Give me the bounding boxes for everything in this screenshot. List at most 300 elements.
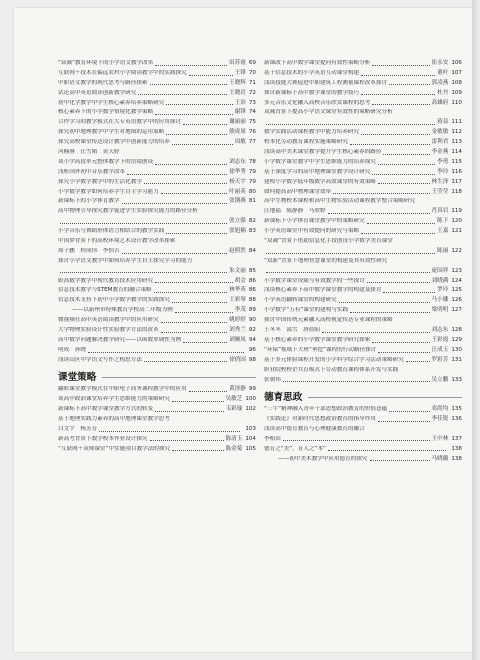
toc-entry[interactable] [264, 70, 462, 77]
toc-entry[interactable] [58, 129, 256, 136]
toc-entry[interactable] [264, 278, 462, 285]
toc-entry-title: 信息技术教学与STEM教育的融合策略 [58, 287, 152, 294]
toc-entry[interactable] [264, 307, 462, 314]
toc-entry[interactable] [264, 179, 462, 186]
toc-entry-author: 徐华秀 [229, 168, 246, 175]
toc-entry-line [58, 139, 256, 146]
dot-leader [339, 302, 430, 303]
toc-entry-title: 浅谈技能大赛促进中职建筑工程测量课程改革探讨 [264, 79, 388, 86]
dot-leader [155, 65, 227, 66]
toc-entry-line [264, 218, 462, 225]
toc-entry-author: 林华英 [229, 287, 246, 294]
toc-entry-author: 马小娜 [431, 297, 449, 304]
toc-entry[interactable] [58, 139, 256, 146]
dot-leader [406, 361, 430, 362]
toc-entry[interactable] [58, 278, 256, 285]
toc-entry-title: 德育之“美”，育人之“本” [264, 445, 326, 452]
toc-entry-author: 吴立鹏 [431, 376, 449, 383]
toc-entry-line [264, 228, 462, 235]
toc-entry[interactable] [58, 386, 256, 393]
toc-entry[interactable] [264, 446, 462, 453]
toc-entry-title: 初中化学教学中学生核心素养培养策略研究 [58, 99, 165, 106]
toc-entry-line [264, 90, 462, 97]
toc-entry[interactable] [264, 109, 462, 116]
toc-entry-line [264, 119, 462, 126]
toc-entry-line [264, 268, 462, 275]
toc-entry-title: 小学数学课堂教学中学生思维能力的培养探究 [264, 158, 376, 165]
dot-leader [122, 203, 228, 204]
toc-entry-line [58, 357, 256, 364]
toc-entry[interactable] [58, 337, 256, 344]
dot-leader [378, 164, 435, 165]
toc-entry-title: “三牛”精神融入青年干部思想政治教育的价值意蕴 [264, 406, 388, 413]
toc-entry-page: 92 [248, 327, 256, 334]
toc-entry-line [58, 416, 256, 423]
dot-leader [166, 233, 227, 234]
toc-entry-title: ——初中美术教学中应用德育的探究 [278, 455, 368, 462]
toc-entry-page: 96 [248, 346, 256, 353]
toc-entry-page: 81 [248, 198, 256, 205]
toc-entry-author: 徐俏国 [229, 356, 246, 363]
toc-entry-title: 高中生物校本课程和高中生物实验活动课程教学整合策略研究 [264, 198, 416, 205]
toc-entry-page: 69 [248, 60, 256, 66]
toc-entry-author: 陈金菊 [225, 445, 243, 452]
toc-entry-title: 小学英语课堂中有效提问的研究与策略 [264, 228, 360, 235]
dot-leader [367, 282, 430, 283]
toc-entry-page: 137 [451, 435, 462, 442]
toc-entry-author: 郭凌燕 [431, 79, 449, 86]
dot-leader [378, 421, 430, 422]
dot-leader [322, 332, 430, 333]
toc-entry-page: 86 [248, 287, 256, 294]
toc-entry-author: 赵照然 [229, 247, 246, 254]
toc-entry-title: 探究小学数学教学中的生活化教学 [58, 178, 142, 185]
toc-entry-title: 浅谈核心素养下高中数学课堂教学的构建及探讨 [264, 287, 382, 294]
toc-entry[interactable] [58, 268, 256, 275]
toc-entry[interactable] [264, 347, 462, 354]
toc-entry-page: 125 [451, 287, 462, 294]
toc-entry-line [264, 446, 462, 453]
toc-entry-page: 78 [248, 158, 256, 165]
toc-entry[interactable] [264, 456, 462, 463]
toc-entry-author: 蒋益 [437, 119, 449, 126]
section-title: 德育思政 [264, 391, 303, 403]
toc-entry-title: 河楠睿 汪雪晴 黄天婷 [58, 149, 120, 156]
toc-entry[interactable] [264, 149, 462, 156]
toc-entry-page: 73 [248, 99, 256, 106]
toc-entry[interactable] [58, 228, 256, 235]
toc-entry-page: 133 [451, 376, 462, 383]
toc-entry[interactable] [58, 119, 256, 126]
toc-entry-line [264, 109, 462, 116]
page-edge [472, 0, 480, 660]
toc-entry-title: 双减背景下提高小学语文课堂有效性的策略研究分析 [264, 109, 393, 116]
toc-entry-page: 84 [248, 247, 256, 254]
toc-entry-page: 136 [451, 415, 462, 422]
toc-entry-author: 陈下 [437, 218, 449, 225]
toc-entry-page: 77 [248, 139, 256, 146]
toc-entry-line [58, 80, 256, 87]
toc-entry-author: 熊成周 [229, 129, 246, 136]
toc-entry[interactable] [264, 208, 462, 215]
toc-entry-page: 135 [451, 406, 462, 413]
toc-entry-line [58, 248, 256, 255]
toc-entry[interactable] [264, 119, 462, 126]
toc-entry[interactable] [264, 436, 462, 443]
toc-entry-author: 汪成玉 [431, 346, 449, 353]
toc-entry-author: 张立强 [229, 218, 246, 225]
toc-entry-line [58, 287, 256, 294]
dot-leader [383, 154, 429, 155]
toc-entry-author: 叶丽英 [229, 188, 246, 195]
toc-entry-title: 基于核心素养的小学数学课堂教学研究探索 [264, 336, 371, 343]
toc-entry[interactable] [264, 159, 462, 166]
toc-entry[interactable] [264, 406, 462, 413]
toc-entry-title: 新课标下小学体育课堂教学中的策略研究 [264, 218, 365, 225]
toc-entry-line [58, 386, 256, 393]
toc-entry-line [264, 436, 462, 443]
toc-entry[interactable] [58, 446, 256, 453]
toc-entry-page: 72 [248, 89, 256, 96]
toc-entry[interactable] [58, 396, 256, 403]
toc-entry-title: “环保”视域下大班“垂挖”课程的行动路径探讨 [264, 346, 377, 353]
toc-entry-line [264, 149, 462, 156]
toc-entry-line [58, 278, 256, 285]
dot-leader [370, 460, 430, 461]
toc-entry-line [264, 367, 462, 374]
toc-entry-page: 76 [248, 129, 256, 136]
toc-entry[interactable] [58, 317, 256, 324]
toc-entry[interactable] [264, 357, 462, 364]
toc-entry[interactable] [58, 347, 256, 354]
toc-entry-author: 周敏 [234, 139, 246, 146]
toc-entry-line [58, 218, 256, 225]
dot-leader [60, 272, 227, 273]
toc-entry-author: 王治 [234, 99, 246, 106]
toc-entry-line [58, 268, 256, 275]
toc-entry-line [264, 317, 462, 324]
toc-entry-author: 高雄府 [431, 99, 449, 106]
toc-entry-author: 朱文丽 [229, 267, 246, 274]
dot-leader [127, 174, 227, 175]
toc-entry[interactable] [58, 70, 256, 77]
toc-entry-author: 刘晓满 [431, 277, 449, 284]
dot-leader [361, 94, 435, 95]
toc-entry[interactable] [58, 149, 256, 156]
toc-entry-author: 李金燕 [431, 149, 449, 156]
toc-entry[interactable] [58, 159, 256, 166]
toc-entry[interactable] [58, 100, 256, 107]
dot-leader [372, 65, 429, 66]
toc-entry[interactable] [58, 307, 256, 314]
toc-entry-page: 80 [248, 188, 256, 195]
dot-leader [383, 292, 435, 293]
toc-entry-page: 124 [451, 277, 462, 284]
toc-entry[interactable] [58, 287, 256, 294]
toc-entry-line [58, 228, 256, 235]
toc-entry-page: 117 [451, 178, 462, 185]
toc-entry[interactable] [264, 327, 462, 334]
toc-entry-title: 明成 孙晓 [58, 346, 86, 353]
toc-entry-title: 浅析国外初中音乐教学改革 [58, 168, 126, 175]
toc-entry-title: 浅谈山区中学语文写作之构思方法 [58, 356, 142, 363]
toc-entry-page: 79 [248, 168, 256, 175]
toc-entry-title: 探讨中国传统元素融入高校视觉传达专业课程的策略 [264, 317, 393, 324]
toc-entry-author: 刘志东 [229, 158, 246, 165]
toc-entry-page: 105 [245, 445, 256, 452]
toc-entry-title: 新课改下高中数学课堂提问有效性策略分析 [264, 60, 371, 66]
dot-leader [161, 332, 227, 333]
toc-entry[interactable] [58, 406, 256, 413]
toc-entry-title: 基于信息技术的小学英语互动课堂构建 [264, 69, 360, 76]
toc-entry[interactable] [264, 169, 462, 176]
dot-leader [155, 164, 227, 165]
toc-entry[interactable] [58, 60, 256, 67]
dot-leader [266, 253, 435, 254]
toc-entry[interactable] [264, 317, 462, 324]
toc-entry-title: 小学英语翻转课堂的构建研究 [264, 297, 337, 304]
toc-entry-title: 王冬冬 邵雪 唐晨阳 [264, 327, 320, 334]
dot-leader [150, 440, 224, 441]
toc-entry-title: 新课标下高中数学课堂教学方式的转变 [58, 406, 154, 413]
toc-entry-author: 王中林 [431, 435, 449, 442]
toc-entry-title: “双减”背景下借助信息化手段创设小学数学美育课堂 [264, 238, 393, 245]
toc-entry-line [264, 307, 462, 314]
toc-entry[interactable] [58, 436, 256, 443]
toc-entry-title: 中职语文教学的现代思考与路径探索 [58, 79, 148, 86]
toc-entry-title: 《实践论》对新时代思想政治教育的指导作用 [264, 415, 376, 422]
toc-entry-title: 核心素养下的小学数学情境化教学策略 [58, 109, 154, 116]
toc-entry-author: 马晓璐 [431, 455, 449, 462]
toc-entry-title: 试论高中英语阅读创新教学研究 [58, 89, 137, 96]
toc-entry-author: 杨天宇 [229, 178, 246, 185]
toc-entry-title: 小学数学“五有”课堂的建构与实践 [264, 307, 349, 314]
toc-entry[interactable] [264, 416, 462, 423]
toc-entry-line [58, 100, 256, 107]
toc-entry-page: 104 [245, 435, 256, 442]
dot-leader [283, 440, 430, 441]
toc-entry-author: 邓尚均 [431, 406, 449, 413]
toc-entry-title: 多元音乐文化融入高校音乐欣赏课程的思考 [264, 99, 371, 106]
toc-entry[interactable] [58, 327, 256, 334]
dot-leader [175, 312, 233, 313]
toc-entry-line [58, 149, 256, 156]
toc-entry-title: 新高考背景下数学校本作业设计探究 [58, 435, 148, 442]
toc-entry-author: 韦彩瑜 [225, 406, 243, 413]
toc-entry-page: 120 [451, 218, 462, 225]
toc-entry-page: 127 [451, 307, 462, 314]
toc-entry-title: 职业院校校企共育模式下劳动教育课程体系开发与实践 [264, 366, 399, 373]
section-heading [58, 372, 256, 384]
dot-leader [283, 381, 430, 382]
toc-entry-title: 信息技术支持下初中小学数学教学的实践探究 [58, 297, 170, 304]
toc-entry[interactable] [264, 426, 462, 433]
toc-entry[interactable] [264, 228, 462, 235]
toc-entry[interactable] [58, 169, 256, 176]
toc-entry-title: 周子鹏 程成伟 李怡吉 [58, 247, 120, 254]
toc-entry[interactable] [264, 248, 462, 255]
toc-entry[interactable] [58, 189, 256, 196]
toc-entry[interactable] [264, 287, 462, 294]
toc-entry[interactable] [58, 416, 256, 423]
dot-leader [88, 352, 244, 353]
toc-entry[interactable] [264, 238, 462, 245]
toc-entry[interactable] [264, 337, 462, 344]
toc-entry[interactable] [264, 80, 462, 87]
toc-entry[interactable] [58, 90, 256, 97]
dot-leader [378, 352, 429, 353]
toc-entry-line [264, 159, 462, 166]
toc-entry-line [58, 189, 256, 196]
toc-entry-author: 金敏敏 [431, 129, 449, 136]
dot-leader [122, 253, 228, 254]
toc-entry[interactable] [264, 377, 462, 384]
toc-entry[interactable] [58, 198, 256, 205]
toc-entry-page: 112 [451, 129, 462, 136]
toc-entry-page: 85 [248, 267, 256, 274]
toc-entry-author: 陈清玉 [225, 435, 243, 442]
toc-entry-line [264, 208, 462, 215]
toc-entry-title: 数学实践活动课程教学中能力培养研究 [264, 129, 360, 136]
section-title: 课堂策略 [58, 372, 97, 384]
toc-entry-title: 微视频在高中英语阅读教学中的应用研究 [58, 317, 159, 324]
dot-leader [144, 183, 227, 184]
toc-entry-author: 吴敏芝 [225, 396, 243, 403]
toc-entry[interactable] [58, 248, 256, 255]
toc-entry-line [58, 446, 256, 453]
toc-entry-author: 李佳锐 [431, 415, 449, 422]
toc-entry-page: 138 [451, 445, 462, 452]
toc-entry-title: 高中物理引导探究教学促进学生实验探究能力的路径分析 [58, 208, 198, 215]
toc-entry-author: 刘秀兰 [229, 327, 246, 334]
toc-entry-page: 113 [451, 139, 462, 146]
toc-entry[interactable] [264, 268, 462, 275]
toc-entry-title: 如何提高高中物理课堂效率 [264, 188, 332, 195]
toc-entry-page: 70 [248, 69, 256, 76]
dot-leader [183, 342, 227, 343]
toc-entry-page: 107 [451, 69, 462, 76]
dot-leader [166, 134, 227, 135]
toc-entry[interactable] [58, 297, 256, 304]
dot-leader [372, 342, 429, 343]
toc-entry[interactable] [58, 208, 256, 215]
toc-entry-line [264, 347, 462, 354]
toc-entry-page: 99 [248, 386, 256, 393]
toc-entry-page: 118 [451, 188, 462, 195]
toc-entry-line [58, 327, 256, 334]
toc-entry-page: 89 [248, 307, 256, 314]
toc-entry-author: 陈丽 [437, 247, 449, 254]
toc-entry[interactable] [264, 129, 462, 136]
toc-entry[interactable] [264, 60, 462, 67]
toc-entry-line [58, 198, 256, 205]
toc-entry-title: 浅谈高中美术课堂教学提升学生核心素养的路径 [264, 149, 382, 156]
toc-entry[interactable] [264, 198, 462, 205]
toc-entry-author: 李玲 [437, 168, 449, 175]
toc-entry[interactable] [264, 100, 462, 107]
toc-entry-page: 103 [245, 425, 256, 432]
dot-leader [266, 124, 435, 125]
toc-entry-title: 基于深度学习的高中地理课堂教学设计研究 [264, 168, 371, 175]
toc-entry[interactable] [264, 218, 462, 225]
toc-entry-author: 张旭楠 [229, 228, 246, 235]
toc-entry[interactable] [58, 258, 256, 265]
toc-entry-author: 王彩琴 [229, 297, 246, 304]
toc-entry-page: 116 [451, 168, 462, 175]
toc-entry-page: 123 [451, 267, 462, 274]
toc-entry-author: 李勇 [437, 158, 449, 165]
toc-entry[interactable] [264, 90, 462, 97]
toc-entry-line [58, 436, 256, 443]
toc-entry[interactable] [58, 238, 256, 245]
toc-entry-line [264, 416, 462, 423]
toc-entry-line [58, 60, 256, 67]
dot-leader [99, 431, 240, 432]
toc-entry-line [58, 426, 256, 433]
toc-entry-author: 崔永安 [431, 60, 449, 66]
toc-entry-title: “双减”教育环境下的小学语文教学改革 [58, 60, 154, 66]
toc-entry-page: 131 [451, 356, 462, 363]
toc-entry[interactable] [264, 297, 462, 304]
toc-entry[interactable] [58, 80, 256, 87]
toc-entry[interactable] [264, 139, 462, 146]
toc-entry-page: 79 [248, 178, 256, 185]
toc-entry-line [58, 179, 256, 186]
toc-entry-author: 庞国祥 [431, 267, 449, 274]
toc-entry[interactable] [58, 179, 256, 186]
toc-entry-line [58, 258, 256, 265]
toc-entry[interactable] [58, 426, 256, 433]
toc-entry-page: 102 [245, 406, 256, 413]
toc-entry-author: 王彩霞 [431, 336, 449, 343]
dot-leader [155, 411, 223, 412]
toc-entry-page: 121 [451, 228, 462, 235]
section-rule [102, 377, 256, 378]
toc-entry-page: 82 [248, 218, 256, 225]
toc-entry-page: 115 [451, 158, 462, 165]
toc-entry-author: 罗玲 [437, 287, 449, 294]
toc-entry-line [58, 317, 256, 324]
toc-entry-author: 刘志东 [431, 327, 449, 334]
toc-entry[interactable] [58, 218, 256, 225]
toc-entry-title: 职高数学教学中现代教育技术应用研究 [58, 277, 154, 284]
toc-column-left [58, 60, 256, 456]
toc-entry-page: 75 [248, 119, 256, 126]
toc-entry-author: 黄泽静 [229, 386, 246, 393]
section-heading [264, 391, 462, 403]
toc-entry-title: 谈高中政治课堂培养学生思维能力的策略研究 [58, 396, 170, 403]
toc-entry-line [264, 258, 462, 265]
dot-leader [161, 322, 227, 323]
toc-entry-page: 98 [248, 356, 256, 363]
dot-leader [372, 104, 429, 105]
toc-entry[interactable] [264, 367, 462, 374]
toc-entry-line [264, 198, 462, 205]
dot-leader [60, 223, 227, 224]
toc-entry-title: 小学数学教学如何培养学生自主学习能力 [58, 188, 159, 195]
toc-entry-title: “互联网＋双师课堂”中实施项目教学法的探究 [58, 445, 171, 452]
toc-entry[interactable] [264, 189, 462, 196]
dot-leader [172, 450, 223, 451]
toc-entry-author: 梁明明 [431, 307, 449, 314]
toc-entry[interactable] [58, 109, 256, 116]
toc-entry-title: 张朝伟 [264, 376, 281, 383]
toc-entry[interactable] [58, 357, 256, 364]
toc-entry-line [58, 169, 256, 176]
toc-entry-page: 138 [451, 455, 462, 462]
toc-entry-title: 小学音乐与舞蹈形体语言相结合的教学实践 [58, 228, 165, 235]
toc-entry[interactable] [264, 258, 462, 265]
